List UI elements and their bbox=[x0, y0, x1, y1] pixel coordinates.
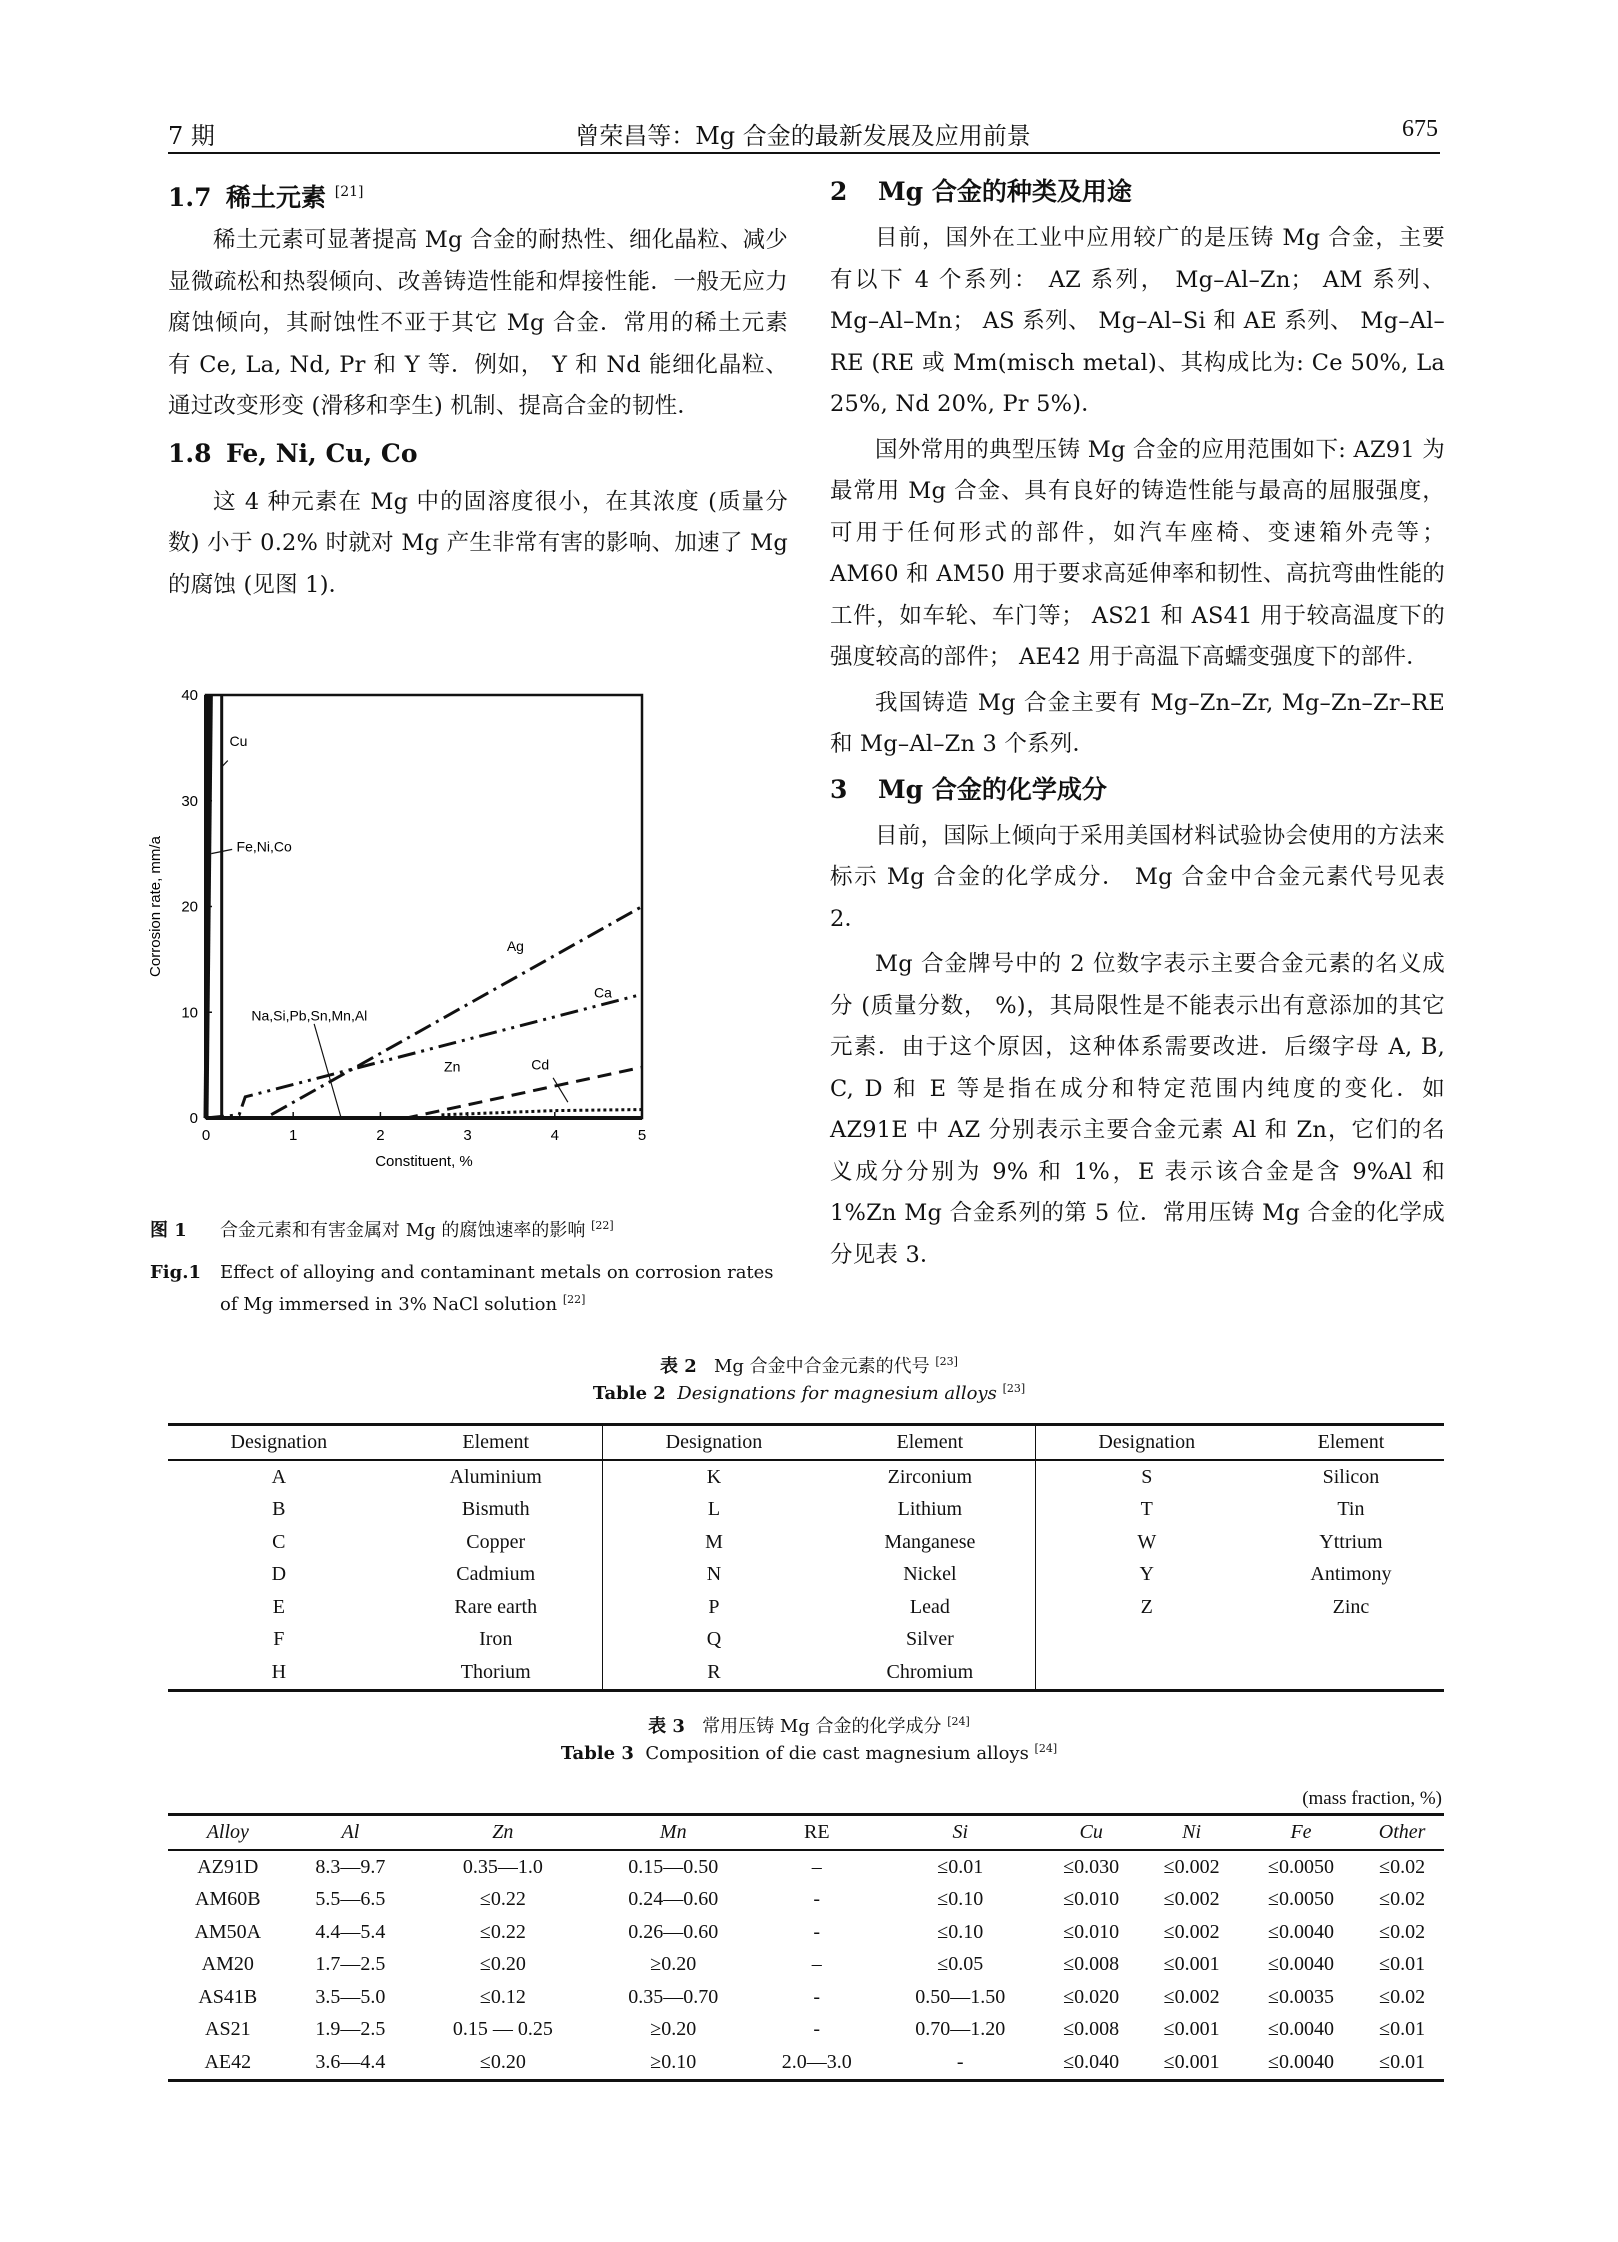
table-cell: S bbox=[1141, 1465, 1153, 1488]
citation: [24] bbox=[947, 1715, 970, 1728]
series-line-cd bbox=[441, 1110, 642, 1115]
table-cell: 0.35—0.70 bbox=[628, 1985, 719, 2008]
section-title: Mg 合金的化学成分 bbox=[878, 774, 1107, 804]
chart-axes bbox=[181, 690, 646, 1144]
alloy-name-cell: AM20 bbox=[201, 1953, 254, 1976]
leader-line bbox=[553, 1078, 568, 1102]
column-header: Element bbox=[390, 1425, 603, 1461]
table-cell: ≤0.002 bbox=[1163, 1855, 1220, 1878]
column-header: Al bbox=[341, 1821, 360, 1843]
citation: [22] bbox=[591, 1219, 614, 1232]
column-header: Other bbox=[1378, 1821, 1426, 1843]
paragraph: 这 4 种元素在 Mg 中的固溶度很小，在其浓度 (质量分数) 小于 0.2% 时就对 Mg 产生非常有害的影响、加速了 Mg 的腐蚀 (见图 1)． bbox=[168, 488, 788, 598]
caption-text: Effect of alloying and contaminant metals on corrosion rates of Mg immersed in 3% NaCl solution bbox=[220, 1262, 774, 1315]
table-cell: ≥0.10 bbox=[650, 2050, 697, 2073]
table-3-composition bbox=[168, 1813, 1444, 2082]
section-title: Fe, Ni, Cu, Co bbox=[226, 438, 418, 468]
table-row bbox=[168, 1884, 1444, 1917]
table-cell: 0.15 — 0.25 bbox=[452, 2018, 553, 2041]
alloy-name-cell: AS21 bbox=[205, 2018, 251, 2041]
column-header: Mn bbox=[659, 1821, 687, 1843]
x-tick-label: 0 bbox=[201, 1127, 211, 1144]
table-label-cn: 表 3 bbox=[648, 1716, 685, 1737]
table-cell: Bismuth bbox=[390, 1494, 603, 1527]
alloy-name-cell: AM50A bbox=[194, 1920, 262, 1943]
table-cell: Tin bbox=[1337, 1498, 1365, 1521]
section-number: 1.7 bbox=[168, 183, 212, 212]
series-label: Cu bbox=[229, 732, 248, 749]
table-header-row bbox=[168, 1815, 1444, 1851]
table-cell: N bbox=[706, 1563, 722, 1586]
running-title: 曾荣昌等：Mg 合金的最新发展及应用前景 bbox=[575, 122, 1031, 150]
corrosion-chart bbox=[130, 690, 790, 1210]
right-column bbox=[830, 170, 1445, 1276]
unit-note: (mass fraction, %) bbox=[1302, 1788, 1442, 1809]
series-label: Na,Si,Pb,Sn,Mn,Al bbox=[251, 1007, 368, 1024]
y-axis-label: Corrosion rate, mm/a bbox=[147, 836, 164, 977]
column-header: Element bbox=[1317, 1431, 1385, 1453]
section-heading-3 bbox=[830, 768, 1445, 812]
table-label-cn: 表 2 bbox=[660, 1356, 697, 1377]
leader-line bbox=[314, 1024, 341, 1118]
y-tick-label: 20 bbox=[181, 898, 198, 916]
table-cell: Thorium bbox=[390, 1656, 603, 1690]
table-row bbox=[168, 1949, 1444, 1982]
table-cell: Lead bbox=[825, 1591, 1035, 1624]
table-header-row bbox=[168, 1425, 1444, 1461]
paragraph: 国外常用的典型压铸 Mg 合金的应用范围如下: AZ91 为最常用 Mg 合金、具有良好的铸造性能与最高的屈服强度，可用于任何形式的部件，如汽车座椅、变速箱外壳等； AM60 和 AM50 用于要求高延伸率和韧性、高抗弯曲性能的工件，如车轮、车门等； AS21 和 AS41 用于较高温度下的强度较高的部件； AE42 用于高温下高蠕变强度下的部件． bbox=[830, 436, 1445, 670]
table-cell: ≤0.01 bbox=[1379, 1953, 1426, 1976]
section-title: Mg 合金的种类及用途 bbox=[878, 177, 1132, 206]
section-title: 稀土元素 bbox=[226, 183, 327, 212]
left-column bbox=[168, 170, 788, 606]
table-cell: ≤0.02 bbox=[1379, 1920, 1426, 1943]
table-cell: ≤0.02 bbox=[1379, 1888, 1426, 1911]
figure-caption-cn bbox=[150, 1212, 790, 1245]
table-row bbox=[168, 1526, 1444, 1559]
table-row bbox=[168, 1559, 1444, 1592]
table-row bbox=[168, 2014, 1444, 2047]
running-header bbox=[168, 112, 1438, 152]
section-number: 3 bbox=[830, 774, 848, 804]
table-cell: – bbox=[811, 1953, 822, 1976]
table-cell: ≤0.0050 bbox=[1268, 1855, 1334, 1878]
series-line-zn bbox=[206, 1067, 642, 1118]
table-cell: ≤0.20 bbox=[479, 2050, 526, 2073]
table-cell: 0.24—0.60 bbox=[628, 1888, 719, 1911]
table-cell: ≤0.0035 bbox=[1268, 1985, 1334, 2008]
column-header: Alloy bbox=[206, 1821, 249, 1843]
x-tick-label: 4 bbox=[550, 1127, 559, 1144]
table-cell: ≤0.01 bbox=[937, 1855, 984, 1878]
table-cell: Antimony bbox=[1310, 1563, 1392, 1586]
table-cell: Zinc bbox=[1332, 1595, 1370, 1618]
table-cell: ≥0.20 bbox=[650, 2018, 697, 2041]
table-cell: A bbox=[271, 1465, 287, 1488]
table-cell: ≤0.02 bbox=[1379, 1985, 1426, 2008]
table-row bbox=[168, 1624, 1444, 1657]
x-tick-label: 1 bbox=[289, 1127, 298, 1144]
table-row bbox=[168, 1494, 1444, 1527]
table-cell: 0.70—1.20 bbox=[915, 2018, 1006, 2041]
column-header: Fe bbox=[1290, 1821, 1312, 1843]
alloy-name-cell: AE42 bbox=[204, 2050, 252, 2073]
table-cell: Copper bbox=[390, 1526, 603, 1559]
header-rule bbox=[168, 152, 1440, 154]
table-row bbox=[168, 1591, 1444, 1624]
table-cell: Zirconium bbox=[825, 1460, 1035, 1494]
table-cell: ≤0.0040 bbox=[1268, 1953, 1334, 1976]
table-cell: M bbox=[705, 1530, 723, 1553]
table-cell: ≤0.12 bbox=[479, 1985, 526, 2008]
table-cell: ≤0.10 bbox=[937, 1888, 984, 1911]
y-tick-label: 40 bbox=[181, 690, 198, 704]
table-cell: ≤0.0040 bbox=[1268, 1920, 1334, 1943]
table-cell: L bbox=[707, 1498, 721, 1521]
table-cell: ≤0.22 bbox=[479, 1920, 526, 1943]
citation: [22] bbox=[562, 1293, 586, 1306]
table-cell bbox=[1258, 1624, 1444, 1657]
table-cell: B bbox=[272, 1498, 286, 1521]
table-cell: 0.26—0.60 bbox=[628, 1920, 719, 1943]
column-header: Designation bbox=[665, 1431, 763, 1453]
table-cell: ≤0.0050 bbox=[1268, 1888, 1334, 1911]
table-row bbox=[168, 1656, 1444, 1690]
table-row bbox=[168, 1460, 1444, 1494]
table-cell: ≤0.001 bbox=[1163, 2050, 1220, 2073]
y-tick-label: 0 bbox=[189, 1110, 198, 1127]
column-header: Zn bbox=[492, 1821, 514, 1843]
table-cell: Nickel bbox=[825, 1559, 1035, 1592]
plot-frame bbox=[206, 695, 642, 1118]
table-cell: ≤0.008 bbox=[1063, 1953, 1120, 1976]
alloy-name-cell: AM60B bbox=[195, 1888, 261, 1911]
section-number: 2 bbox=[830, 177, 848, 206]
chart-series bbox=[206, 695, 642, 1118]
table-2-caption-en bbox=[0, 1382, 1618, 1404]
table-cell: ≤0.01 bbox=[1379, 2018, 1426, 2041]
table-cell: ≤0.002 bbox=[1163, 1920, 1220, 1943]
table-row bbox=[168, 2046, 1444, 2080]
series-label: Ag bbox=[506, 937, 524, 954]
paragraph: 我国铸造 Mg 合金主要有 Mg–Zn–Zr, Mg–Zn–Zr–RE 和 Mg–Al–Zn 3 个系列． bbox=[830, 689, 1445, 757]
table-cell: ≥0.20 bbox=[650, 1953, 697, 1976]
column-header: Designation bbox=[230, 1431, 328, 1453]
table-caption-text: Designations for magnesium alloys bbox=[677, 1383, 997, 1404]
section-heading-1-8 bbox=[168, 432, 788, 476]
figure-label-cn: 图 1 bbox=[150, 1220, 187, 1241]
table-cell: ≤0.008 bbox=[1063, 2018, 1120, 2041]
table-cell: E bbox=[272, 1595, 285, 1618]
table-row bbox=[168, 1981, 1444, 2014]
table-cell: Q bbox=[706, 1628, 722, 1651]
table-cell: ≤0.10 bbox=[937, 1920, 984, 1943]
chart-annotations bbox=[211, 733, 612, 1118]
alloy-name-cell: AS41B bbox=[198, 1985, 258, 2008]
table-cell: 0.15—0.50 bbox=[628, 1855, 719, 1878]
table-cell: ≤0.040 bbox=[1063, 2050, 1120, 2073]
table-row bbox=[168, 1916, 1444, 1949]
table-cell: 3.6—4.4 bbox=[315, 2050, 386, 2073]
table-cell: 0.50—1.50 bbox=[915, 1985, 1006, 2008]
table-cell bbox=[1258, 1656, 1444, 1690]
table-caption-text: 常用压铸 Mg 合金的化学成分 bbox=[702, 1716, 942, 1737]
table-cell: Z bbox=[1140, 1595, 1153, 1618]
figure-1-caption bbox=[150, 1212, 790, 1318]
table-cell: ≤0.001 bbox=[1163, 2018, 1220, 2041]
table-cell: ≤0.002 bbox=[1163, 1888, 1220, 1911]
table-cell: Cadmium bbox=[390, 1559, 603, 1592]
table-caption-text: Composition of die cast magnesium alloys bbox=[645, 1743, 1029, 1764]
table-cell: 1.9—2.5 bbox=[315, 2018, 386, 2041]
column-header: Cu bbox=[1079, 1821, 1103, 1843]
figure-caption-cn-text: 合金元素和有害金属对 Mg 的腐蚀速率的影响 bbox=[220, 1220, 586, 1241]
figure-caption-en bbox=[150, 1259, 790, 1318]
table-2-designations bbox=[168, 1423, 1444, 1692]
table-cell: - bbox=[956, 2050, 964, 2073]
table-cell: Lithium bbox=[825, 1494, 1035, 1527]
y-tick-label: 30 bbox=[181, 792, 198, 810]
table-cell: Y bbox=[1139, 1563, 1154, 1586]
section-heading-2 bbox=[830, 170, 1445, 214]
table-cell: Silicon bbox=[1322, 1465, 1380, 1488]
issue-label: 7 期 bbox=[168, 122, 215, 150]
section-number: 1.8 bbox=[168, 438, 212, 468]
column-header: Designation bbox=[1098, 1431, 1196, 1453]
table-cell: Iron bbox=[390, 1624, 603, 1657]
table-cell: Yttrium bbox=[1319, 1530, 1383, 1553]
table-label-en: Table 2 bbox=[592, 1383, 666, 1404]
table-cell: C bbox=[272, 1530, 286, 1553]
table-cell: - bbox=[813, 1888, 821, 1911]
table-cell: ≤0.020 bbox=[1063, 1985, 1120, 2008]
table-cell: ≤0.01 bbox=[1379, 2050, 1426, 2073]
table-cell: ≤0.20 bbox=[479, 1953, 526, 1976]
series-label: Cd bbox=[531, 1056, 550, 1073]
column-header: Ni bbox=[1182, 1821, 1202, 1843]
y-tick-label: 10 bbox=[181, 1004, 198, 1022]
table-cell: P bbox=[708, 1595, 720, 1618]
table-cell: F bbox=[273, 1628, 285, 1651]
figure-1 bbox=[130, 690, 790, 1210]
table-cell: ≤0.0040 bbox=[1268, 2018, 1334, 2041]
table-caption-text: Mg 合金中合金元素的代号 bbox=[713, 1356, 930, 1377]
table-cell: ≤0.010 bbox=[1063, 1920, 1120, 1943]
page-number: 675 bbox=[1402, 116, 1438, 142]
table-cell: 4.4—5.4 bbox=[315, 1920, 386, 1943]
citation: [23] bbox=[935, 1355, 958, 1368]
table-row bbox=[168, 1850, 1444, 1884]
table-cell: H bbox=[271, 1660, 287, 1683]
column-header: RE bbox=[803, 1821, 830, 1843]
citation: [21] bbox=[334, 184, 364, 200]
table-cell: Silver bbox=[825, 1624, 1035, 1657]
series-label: Ca bbox=[594, 984, 612, 1001]
table-cell: D bbox=[271, 1563, 287, 1586]
table-cell: ≤0.002 bbox=[1163, 1985, 1220, 2008]
table-cell: - bbox=[813, 1920, 821, 1943]
table-cell: R bbox=[707, 1660, 721, 1683]
table-cell: 0.35—1.0 bbox=[462, 1855, 543, 1878]
table-cell: K bbox=[706, 1465, 722, 1488]
table-3-caption-cn bbox=[0, 1712, 1618, 1738]
table-cell: ≤0.001 bbox=[1163, 1953, 1220, 1976]
table-cell: T bbox=[1140, 1498, 1153, 1521]
table-cell: 8.3—9.7 bbox=[315, 1855, 386, 1878]
table-cell: 5.5—6.5 bbox=[315, 1888, 386, 1911]
table-cell: Manganese bbox=[825, 1526, 1035, 1559]
citation: [24] bbox=[1034, 1742, 1058, 1755]
section-heading-1-7 bbox=[168, 170, 788, 214]
table-cell: ≤0.05 bbox=[937, 1953, 984, 1976]
table-cell: ≤0.010 bbox=[1063, 1888, 1120, 1911]
table-cell: 2.0—3.0 bbox=[781, 2050, 852, 2073]
table-cell: ≤0.0040 bbox=[1268, 2050, 1334, 2073]
column-header: Element bbox=[825, 1425, 1035, 1461]
table-cell: W bbox=[1137, 1530, 1157, 1553]
x-tick-label: 2 bbox=[376, 1127, 385, 1144]
table-3-caption-en bbox=[0, 1742, 1618, 1764]
table-label-en: Table 3 bbox=[560, 1743, 634, 1764]
alloy-name-cell: AZ91D bbox=[197, 1855, 259, 1878]
figure-label-en: Fig.1 bbox=[150, 1262, 201, 1283]
x-tick-label: 5 bbox=[637, 1127, 647, 1144]
table-2-caption-cn bbox=[0, 1352, 1618, 1378]
paragraph: Mg 合金牌号中的 2 位数字表示主要合金元素的名义成分 (质量分数， %)，其局限性是不能表示出有意添加的其它元素．由于这个原因，这种体系需要改进．后缀字母 A, B, C, D 和 E 等是指在成分和特定范围内纯度的变化．如 AZ91E 中 AZ 分别表示主要合金元素 Al 和 Zn，它们的名义成分分别为 9% 和 1%，E 表示该合金是含 9%Al 和 1%Zn Mg 合金系列的第 5 位．常用压铸 Mg 合金的化学成分见表 3． bbox=[830, 951, 1445, 1268]
table-cell: 3.5—5.0 bbox=[315, 1985, 386, 2008]
citation: [23] bbox=[1002, 1382, 1026, 1395]
table-cell: ≤0.22 bbox=[479, 1888, 526, 1911]
table-cell: Rare earth bbox=[390, 1591, 603, 1624]
paragraph: 稀土元素可显著提高 Mg 合金的耐热性、细化晶粒、减少显微疏松和热裂倾向、改善铸造性能和焊接性能．一般无应力腐蚀倾向，其耐蚀性不亚于其它 Mg 合金．常用的稀土元素有 Ce, La, Nd, Pr 和 Y 等．例如， Y 和 Nd 能细化晶粒、通过改变形变 (滑移和孪生) 机制、提高合金的韧性． bbox=[168, 227, 788, 419]
series-label: Fe,Ni,Co bbox=[236, 838, 292, 855]
table-cell bbox=[1035, 1656, 1258, 1690]
paragraph: 目前，国际上倾向于采用美国材料试验协会使用的方法来标示 Mg 合金的化学成分． Mg 合金中合金元素代号见表 2． bbox=[830, 822, 1445, 932]
series-label: Zn bbox=[444, 1058, 461, 1075]
table-cell bbox=[1035, 1624, 1258, 1657]
paragraph: 目前，国外在工业中应用较广的是压铸 Mg 合金，主要有以下 4 个系列： AZ 系列， Mg–Al–Zn； AM 系列、 Mg–Al–Mn； AS 系列、 Mg–Al–Si 和 AE 系列、 Mg–Al–RE (RE 或 Mm(misch metal)、其构成比为: Ce 50%, La 25%, Nd 20%, Pr 5%)． bbox=[830, 225, 1445, 417]
column-header: Si bbox=[952, 1821, 969, 1843]
table-cell: Chromium bbox=[825, 1656, 1035, 1690]
table-cell: - bbox=[813, 1985, 821, 2008]
table-cell: - bbox=[813, 2018, 821, 2041]
x-axis-label: Constituent, % bbox=[375, 1153, 473, 1170]
table-cell: ≤0.02 bbox=[1379, 1855, 1426, 1878]
table-cell: – bbox=[811, 1855, 822, 1878]
table-cell: 1.7—2.5 bbox=[315, 1953, 386, 1976]
figure-caption-en-text bbox=[220, 1259, 790, 1318]
x-tick-label: 3 bbox=[463, 1127, 472, 1144]
table-cell: ≤0.030 bbox=[1063, 1855, 1120, 1878]
table-cell: Aluminium bbox=[390, 1460, 603, 1494]
